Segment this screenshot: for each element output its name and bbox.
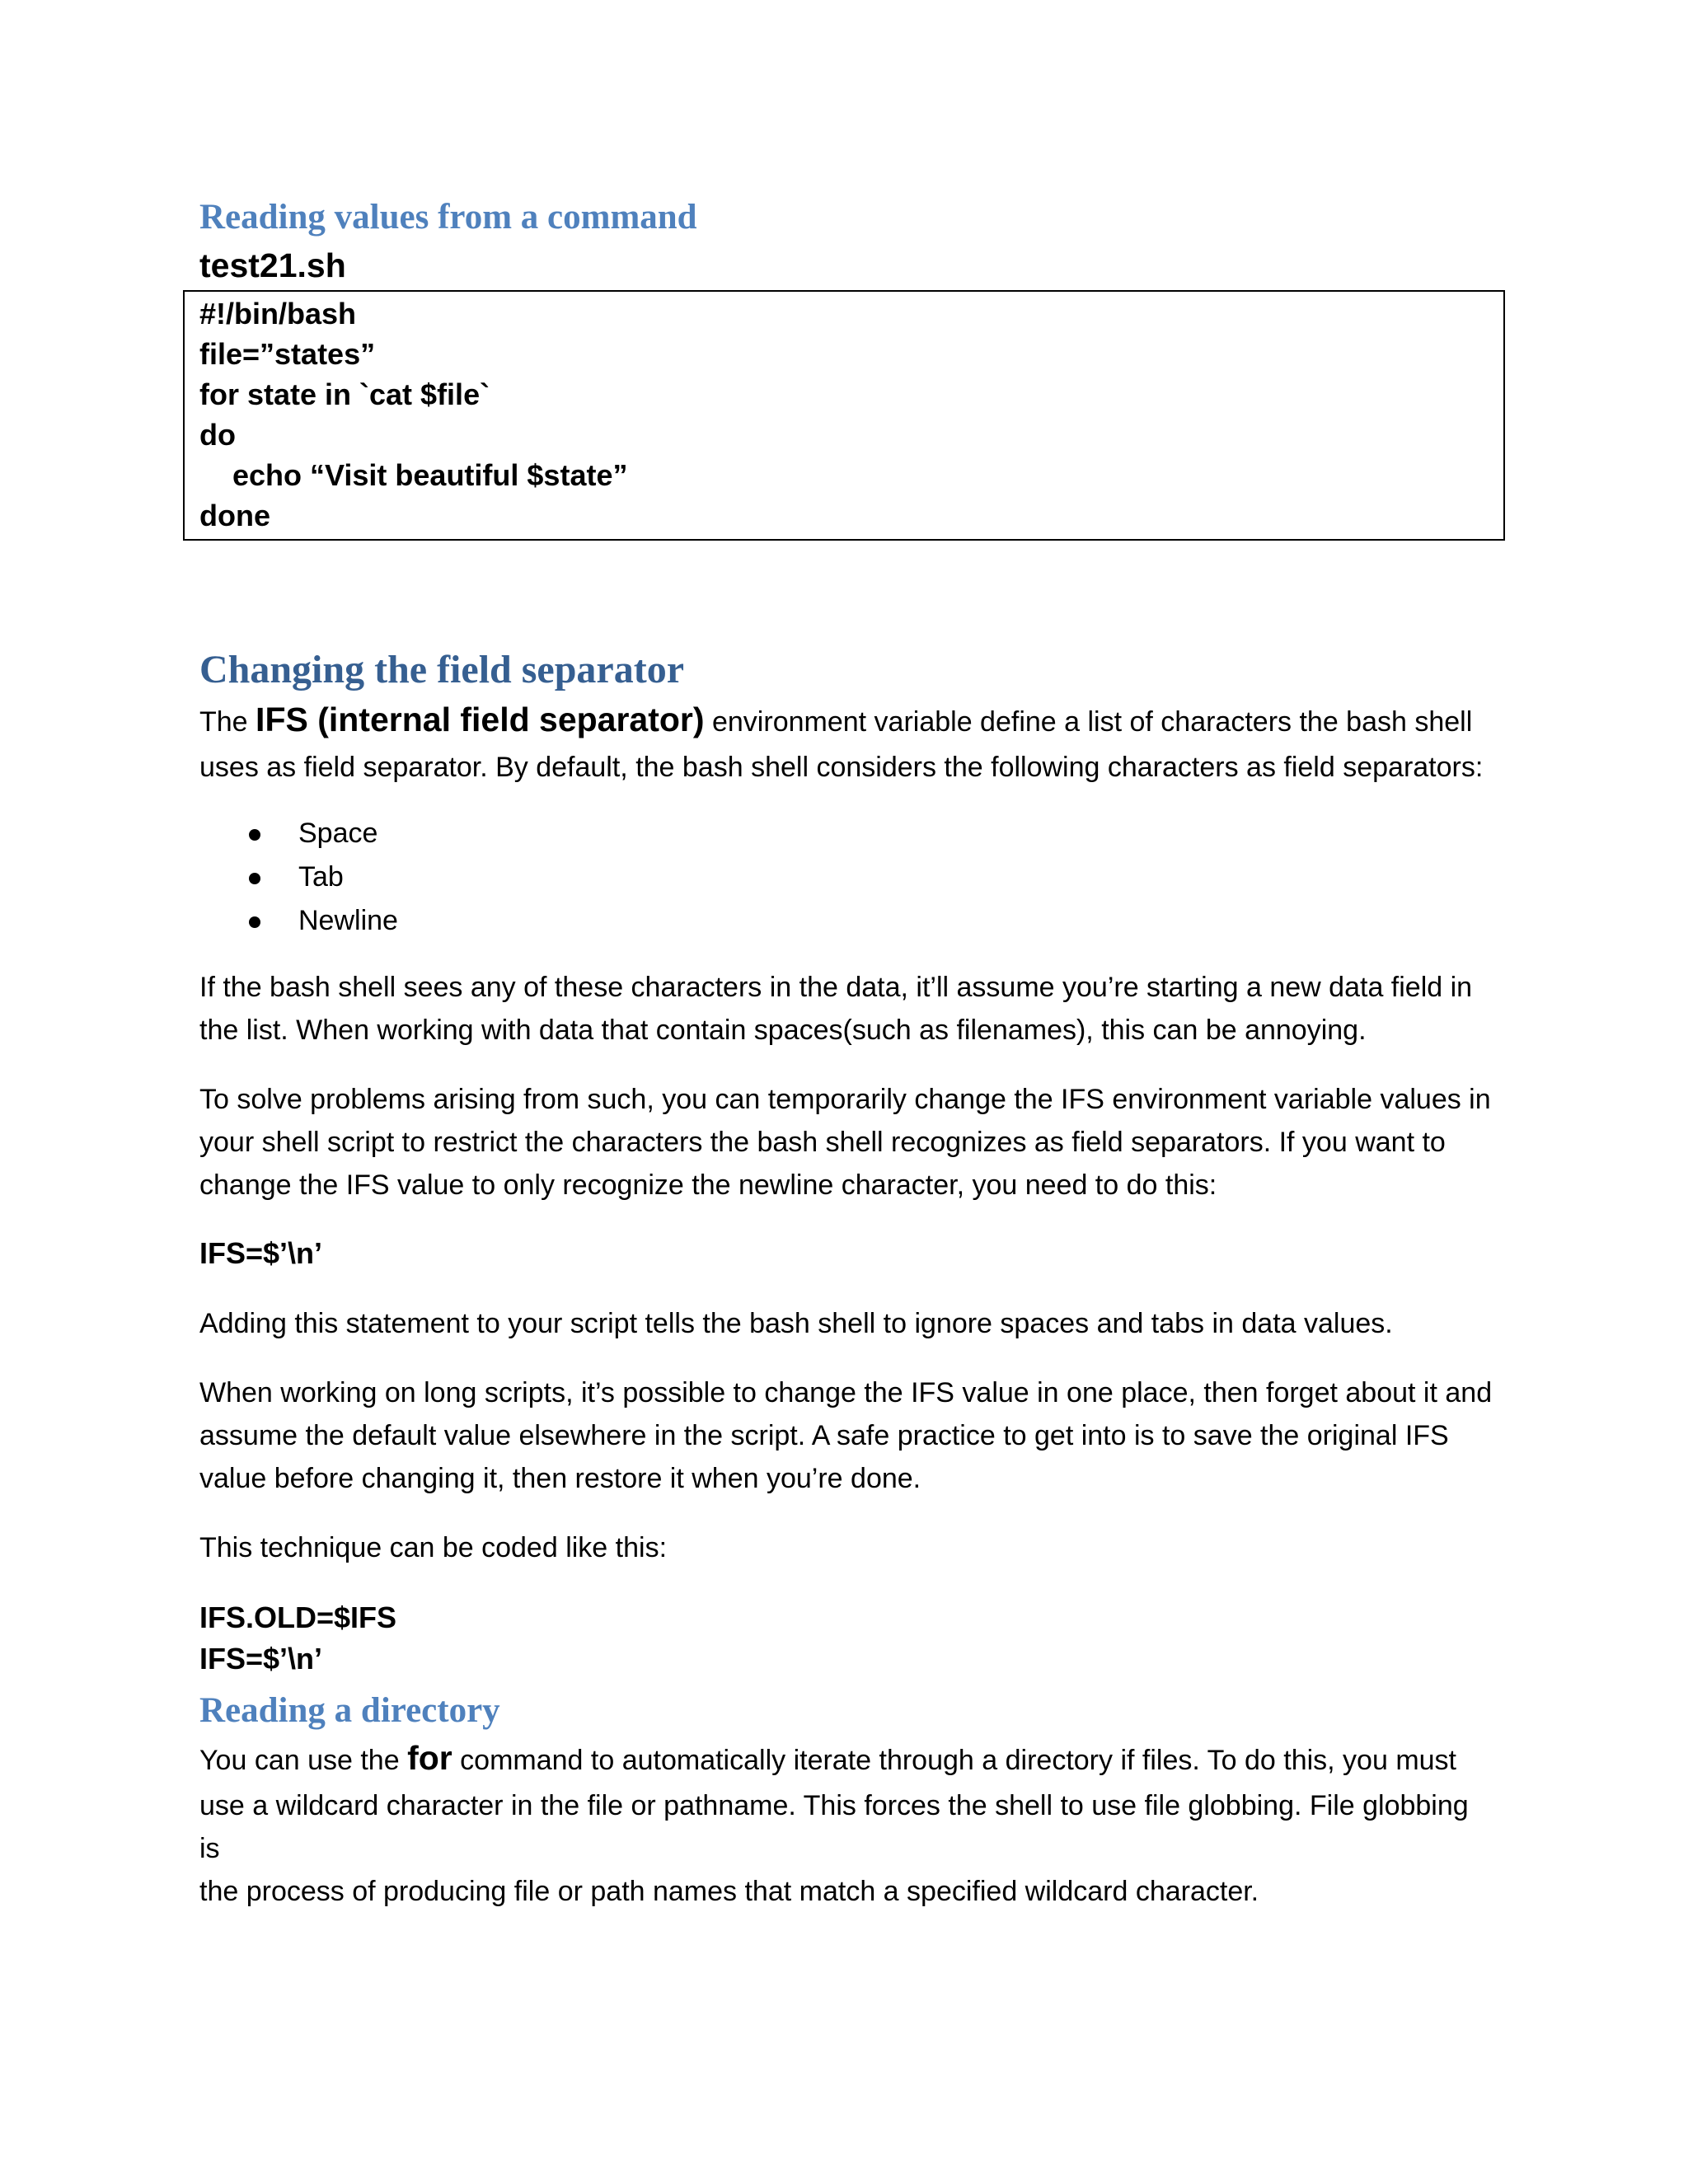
paragraph-line: assume the default value elsewhere in the script. A safe practice to get into is to save the original IFS [199,1420,1449,1451]
code-box [183,290,1505,541]
bullet-icon [249,873,260,884]
ifs-intro-line [199,696,1493,746]
text-prefix: You can use the [199,1745,408,1776]
code-line: IFS.OLD=$IFS [199,1601,397,1634]
separator-list [199,812,1493,943]
code-line: echo “Visit beautiful $state” [199,458,628,492]
intro-suffix: environment variable define a list of characters the bash shell [704,706,1473,738]
paragraph-line: your shell script to restrict the characters the bash shell recognizes as field separators. If you want to [199,1127,1446,1158]
code-line: done [199,499,270,532]
paragraph-adding: Adding this statement to your script tells the bash shell to ignore spaces and tabs in data values. [199,1308,1393,1339]
list-item: Newline [199,899,1493,943]
code-ifs-newline: IFS=$’\n’ [199,1236,323,1270]
code-ifs-save [199,1597,1493,1680]
intro-prefix: The [199,706,256,738]
heading-reading-directory: Reading a directory [199,1691,500,1730]
code-line: IFS=$’\n’ [199,1642,323,1675]
code-line: #!/bin/bash [199,297,357,330]
paragraph-separators [199,966,1493,1052]
code-line: for state in `cat $file` [199,377,490,411]
paragraph-solve [199,1078,1493,1207]
paragraph-line: the process of producing file or path names that match a specified wildcard character. [199,1876,1259,1907]
heading-changing-field-separator: Changing the field separator [199,648,684,691]
heading-reading-values: Reading values from a command [199,198,697,237]
text-suffix: command to automatically iterate through a directory if files. To do this, you must [452,1745,1456,1776]
paragraph-line: use a wildcard character in the file or pathname. This forces the shell to use file globbing. File globbing is [199,1790,1469,1864]
bullet-icon [249,829,260,841]
code-line: do [199,418,236,452]
list-item: Tab [199,855,1493,899]
paragraph-line: When working on long scripts, it’s possible to change the IFS value in one place, then forget about it and [199,1377,1493,1408]
bullet-icon [249,916,260,928]
script-filename: test21.sh [199,246,346,284]
paragraph-technique: This technique can be coded like this: [199,1532,668,1563]
directory-line [199,1734,1493,1784]
paragraph-line: value before changing it, then restore it when you’re done. [199,1463,921,1494]
paragraph-line: If the bash shell sees any of these characters in the data, it’ll assume you’re starting a new data field in [199,972,1473,1003]
code-line: file=”states” [199,337,376,371]
list-item: Space [199,812,1493,855]
for-keyword: for [407,1739,452,1777]
paragraph-line: change the IFS value to only recognize the newline character, you need to do this: [199,1169,1217,1201]
page-content [199,194,1493,1913]
ifs-intro-line2: uses as field separator. By default, the bash shell considers the following characters as field separators: [199,752,1484,783]
ifs-term: IFS (internal field separator) [256,701,705,738]
paragraph-line: To solve problems arising from such, you can temporarily change the IFS environment variable values in [199,1084,1491,1115]
paragraph-line: the list. When working with data that contain spaces(such as filenames), this can be annoying. [199,1015,1367,1046]
paragraph-long-scripts [199,1371,1493,1500]
